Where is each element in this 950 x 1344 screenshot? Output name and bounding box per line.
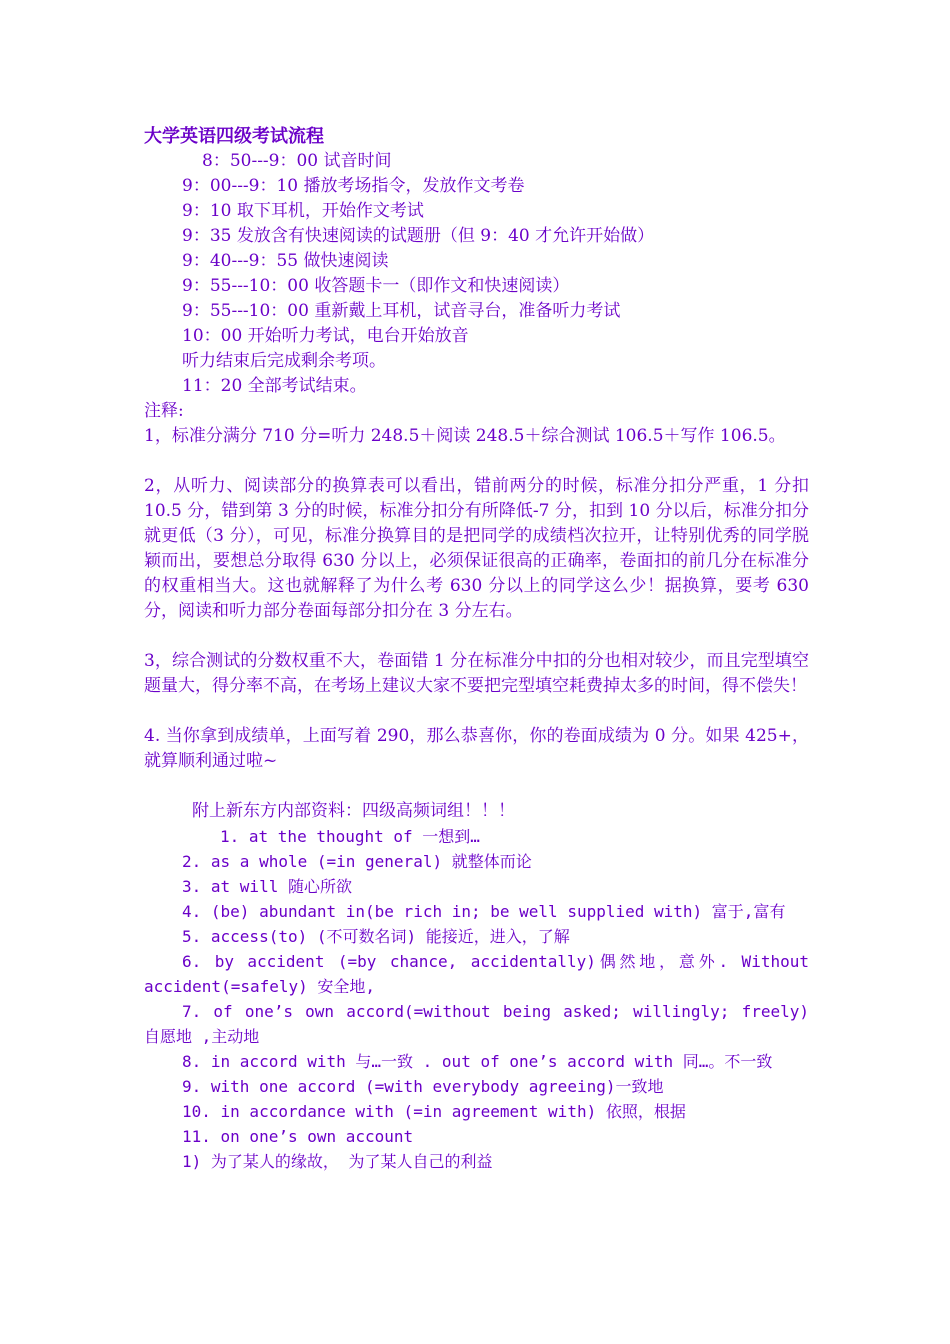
note-paragraph: 2，从听力、阅读部分的换算表可以看出，错前两分的时候，标准分扣分严重，1 分扣 10.5 分，错到第 3 分的时候，标准分扣分有所降低-7 分，扣到 10 分以后，标准分扣分就更低（3 分），可见，标准分换算目的是把同学的成绩档次拉开，让特别优秀的同学脱颖而出，要想总分取得 630 分以上，必须保证很高的正确率，卷面扣的前几分在标准分的权重相当大。这也就解释了为什么考 630 分以上的同学这么少！据换算，要考 630 分，阅读和听力部分卷面每部分扣分在 3 分左右。 (144, 476, 809, 621)
notes-label: 注释: (144, 401, 184, 421)
phrase-item: 2. as a whole (=in general) 就整体而论 (182, 852, 532, 871)
schedule-item: 11：20 全部考试结束。 (182, 376, 367, 396)
phrase-item: 6. by accident (=by chance, accidentally)偶然地，意外. Without accident(=safely) 安全地, (144, 952, 809, 996)
phrase-item: 7. of one’s own accord(=without being asked; willingly; freely) 自愿地 ,主动地 (144, 1002, 809, 1046)
phrase-item: 8. in accord with 与…一致 . out of one’s accord with 同…。不一致 (182, 1052, 773, 1071)
phrase-item: 1. at the thought of 一想到… (220, 827, 480, 846)
phrase-item: 11. on one’s own account (182, 1127, 414, 1146)
schedule-item: 9：00---9：10 播放考场指令，发放作文考卷 (182, 176, 525, 196)
schedule-item: 10：00 开始听力考试，电台开始放音 (182, 326, 469, 346)
phrase-item: 3. at will 随心所欲 (182, 877, 352, 896)
phrase-item: 1) 为了某人的缘故， 为了某人自己的利益 (182, 1152, 493, 1171)
phrase-item: 10. in accordance with (=in agreement with) 依照，根据 (182, 1102, 686, 1121)
schedule-item: 9：55---10：00 收答题卡一（即作文和快速阅读） (182, 276, 570, 296)
schedule-item: 9：40---9：55 做快速阅读 (182, 251, 389, 271)
document-page (144, 124, 809, 1174)
phrase-item: 4. (be) abundant in(be rich in; be well supplied with) 富于,富有 (182, 902, 786, 921)
document-title: 大学英语四级考试流程 (144, 126, 324, 147)
schedule-item: 8：50---9：00 试音时间 (202, 151, 392, 171)
appendix-title: 附上新东方内部资料：四级高频词组！！！ (192, 801, 515, 821)
note-paragraph: 3，综合测试的分数权重不大，卷面错 1 分在标准分中扣的分也相对较少，而且完型填空题量大，得分率不高，在考场上建议大家不要把完型填空耗费掉太多的时间，得不偿失！ (144, 651, 809, 696)
note-paragraph: 1，标准分满分 710 分=听力 248.5＋阅读 248.5＋综合测试 106.5＋写作 106.5。 (144, 426, 786, 446)
schedule-item: 9：10 取下耳机，开始作文考试 (182, 201, 424, 221)
schedule-item: 9：35 发放含有快速阅读的试题册（但 9：40 才允许开始做） (182, 226, 655, 246)
phrase-item: 5. access(to) (不可数名词) 能接近，进入，了解 (182, 927, 570, 946)
note-paragraph: 4. 当你拿到成绩单，上面写着 290，那么恭喜你，你的卷面成绩为 0 分。如果 425+，就算顺利通过啦~ (144, 726, 809, 771)
phrase-item: 9. with one accord (=with everybody agreeing)一致地 (182, 1077, 664, 1096)
schedule-item: 听力结束后完成剩余考项。 (182, 351, 386, 371)
schedule-item: 9：55---10：00 重新戴上耳机，试音寻台，准备听力考试 (182, 301, 621, 321)
